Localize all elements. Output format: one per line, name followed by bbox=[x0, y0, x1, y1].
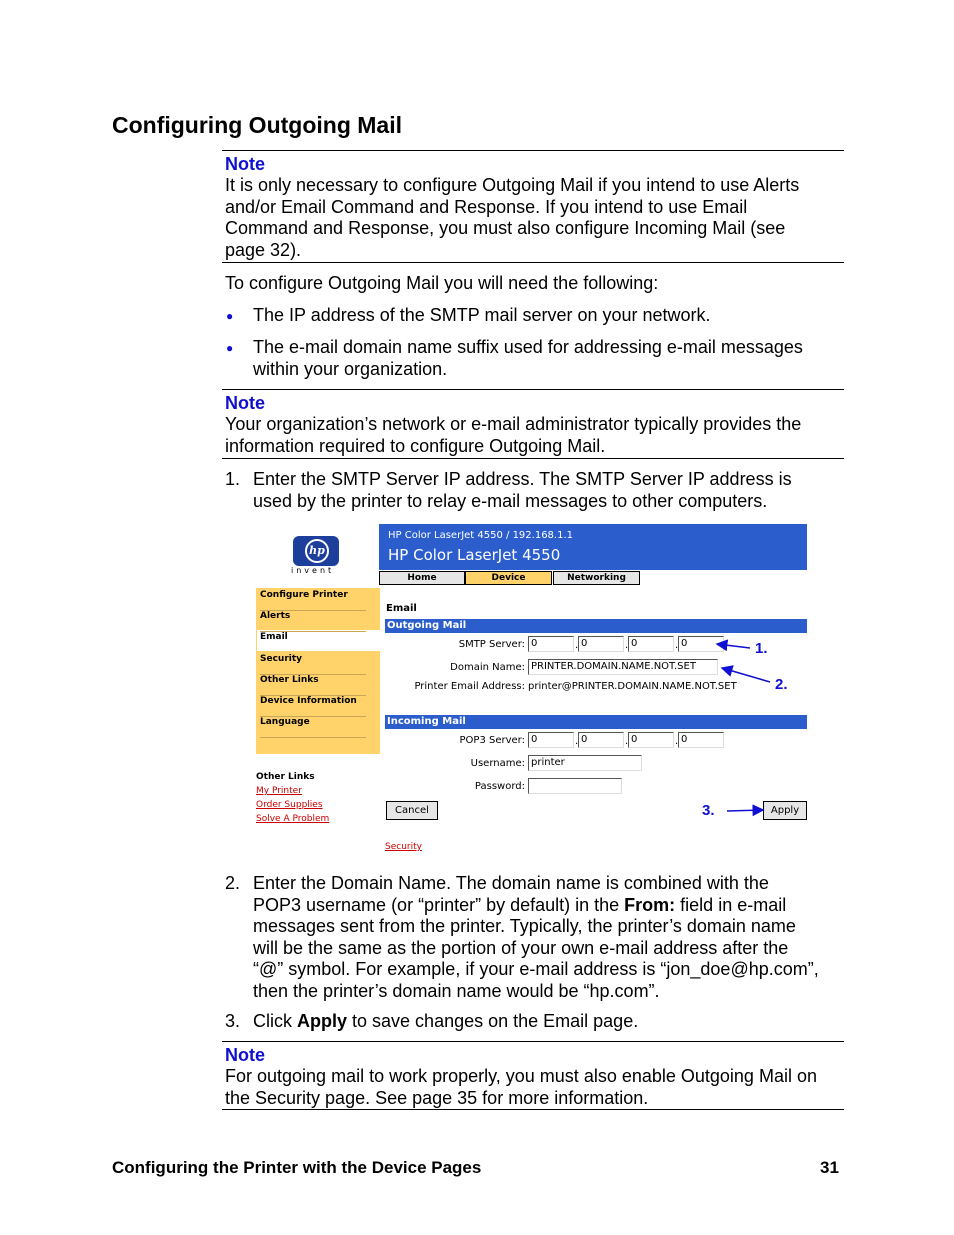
printer-email-value: printer@PRINTER.DOMAIN.NAME.NOT.SET bbox=[528, 681, 737, 692]
tab-device[interactable]: Device bbox=[465, 571, 552, 585]
section-email: Email bbox=[386, 603, 417, 614]
step-number: 1. bbox=[225, 469, 241, 489]
pop3-octet-1[interactable]: 0 bbox=[528, 732, 574, 748]
smtp-octet-3[interactable]: 0 bbox=[628, 636, 674, 652]
smtp-octet-4[interactable]: 0 bbox=[678, 636, 724, 652]
note-text: Your organization’s network or e-mail administrator typically provides the information required to configure Outgoing Mail. bbox=[225, 414, 802, 456]
dot: . bbox=[675, 640, 679, 651]
bullet-icon: ● bbox=[226, 309, 234, 323]
printer-email-label: Printer Email Address: bbox=[414, 681, 525, 692]
note-label: Note bbox=[225, 154, 265, 174]
pop3-octet-4[interactable]: 0 bbox=[678, 732, 724, 748]
sidebar-item-language[interactable]: Language bbox=[260, 717, 366, 738]
banner-subtitle: HP Color LaserJet 4550 / 192.168.1.1 bbox=[388, 530, 573, 541]
note-text: It is only necessary to configure Outgoing Mail if you intend to use Alerts and/or Email Command and Response. If you intend to use Email Command and Response, you must also configure Incoming Mail (see page 32). bbox=[225, 175, 800, 260]
divider bbox=[222, 150, 844, 151]
note-text: For outgoing mail to work properly, you must also enable Outgoing Mail on the Security page. See page 35 for more information. bbox=[225, 1066, 817, 1108]
sidebar-item-other-links[interactable]: Other Links bbox=[260, 675, 366, 696]
callout-arrow-2 bbox=[722, 668, 770, 682]
smtp-octet-2[interactable]: 0 bbox=[578, 636, 624, 652]
link-order-supplies[interactable]: Order Supplies bbox=[256, 800, 323, 810]
note-label: Note bbox=[225, 393, 265, 413]
callout-arrow-3 bbox=[727, 810, 763, 811]
sidebar-item-email[interactable]: Email bbox=[260, 632, 288, 642]
divider bbox=[222, 262, 844, 263]
bullet-item: The e-mail domain name suffix used for addressing e-mail messages within your organization. bbox=[253, 337, 803, 379]
step-text: Enter the Domain Name. The domain name is combined with the POP3 username (or “printer” by default) in the From: field in e-mail messages sent from the printer. Typically, the printer’s domain name will be the same as the portion of your own e-mail address after the “@” symbol. For example, if your e-mail address is “jon_doe@hp.com”, then the printer’s domain name would be “hp.com”. bbox=[253, 873, 819, 1001]
username-label: Username: bbox=[470, 758, 525, 769]
bullet-item: The IP address of the SMTP mail server on your network. bbox=[253, 305, 711, 325]
bullet-icon: ● bbox=[226, 341, 234, 355]
security-link[interactable]: Security bbox=[385, 842, 422, 852]
intro-text: To configure Outgoing Mail you will need the following: bbox=[225, 273, 659, 293]
footer-title: Configuring the Printer with the Device Pages bbox=[112, 1158, 482, 1177]
callout-arrow-1 bbox=[717, 644, 750, 648]
logo-tagline: invent bbox=[291, 566, 335, 575]
tab-home[interactable]: Home bbox=[379, 571, 465, 585]
pop3-octet-2[interactable]: 0 bbox=[578, 732, 624, 748]
dot: . bbox=[575, 736, 579, 747]
dot: . bbox=[625, 640, 629, 651]
callout-1: 1. bbox=[755, 640, 768, 657]
divider bbox=[222, 389, 844, 390]
email-page-screenshot bbox=[255, 522, 810, 857]
dot: . bbox=[675, 736, 679, 747]
sidebar-item-device-information[interactable]: Device Information bbox=[260, 696, 366, 717]
callout-2: 2. bbox=[775, 676, 788, 693]
step-number: 2. bbox=[225, 873, 241, 893]
pop3-octet-3[interactable]: 0 bbox=[628, 732, 674, 748]
dot: . bbox=[625, 736, 629, 747]
domain-name-input[interactable]: PRINTER.DOMAIN.NAME.NOT.SET bbox=[528, 659, 718, 675]
page-number: 31 bbox=[820, 1158, 839, 1177]
step-number: 3. bbox=[225, 1011, 241, 1031]
divider bbox=[222, 1041, 844, 1042]
note-label: Note bbox=[225, 1045, 265, 1065]
banner-title: HP Color LaserJet 4550 bbox=[388, 546, 561, 564]
username-input[interactable]: printer bbox=[528, 755, 642, 771]
domain-name-label: Domain Name: bbox=[450, 662, 525, 673]
divider bbox=[222, 458, 844, 459]
sidebar-item-alerts[interactable]: Alerts bbox=[260, 611, 366, 632]
dot: . bbox=[575, 640, 579, 651]
link-solve-a-problem[interactable]: Solve A Problem bbox=[256, 814, 330, 824]
smtp-octet-1[interactable]: 0 bbox=[528, 636, 574, 652]
incoming-mail-header: Incoming Mail bbox=[385, 715, 807, 729]
callout-arrows bbox=[255, 522, 810, 857]
smtp-server-label: SMTP Server: bbox=[458, 639, 525, 650]
step-text: Enter the SMTP Server IP address. The SMTP Server IP address is used by the printer to relay e-mail messages to other computers. bbox=[253, 469, 792, 511]
other-links-header: Other Links bbox=[256, 772, 315, 782]
sidebar-item-security[interactable]: Security bbox=[260, 654, 366, 675]
divider bbox=[222, 1109, 844, 1110]
sidebar-item-configure-printer[interactable]: Configure Printer bbox=[260, 590, 366, 611]
link-my-printer[interactable]: My Printer bbox=[256, 786, 302, 796]
hp-logo: hp bbox=[293, 536, 339, 566]
password-label: Password: bbox=[474, 781, 525, 792]
cancel-button[interactable]: Cancel bbox=[386, 801, 438, 820]
tab-networking[interactable]: Networking bbox=[553, 571, 640, 585]
page-title: Configuring Outgoing Mail bbox=[112, 112, 402, 138]
step-text: Click Apply to save changes on the Email page. bbox=[253, 1011, 639, 1031]
callout-3: 3. bbox=[702, 802, 715, 819]
pop3-server-label: POP3 Server: bbox=[459, 735, 525, 746]
outgoing-mail-header: Outgoing Mail bbox=[385, 619, 807, 633]
apply-button[interactable]: Apply bbox=[763, 801, 807, 820]
